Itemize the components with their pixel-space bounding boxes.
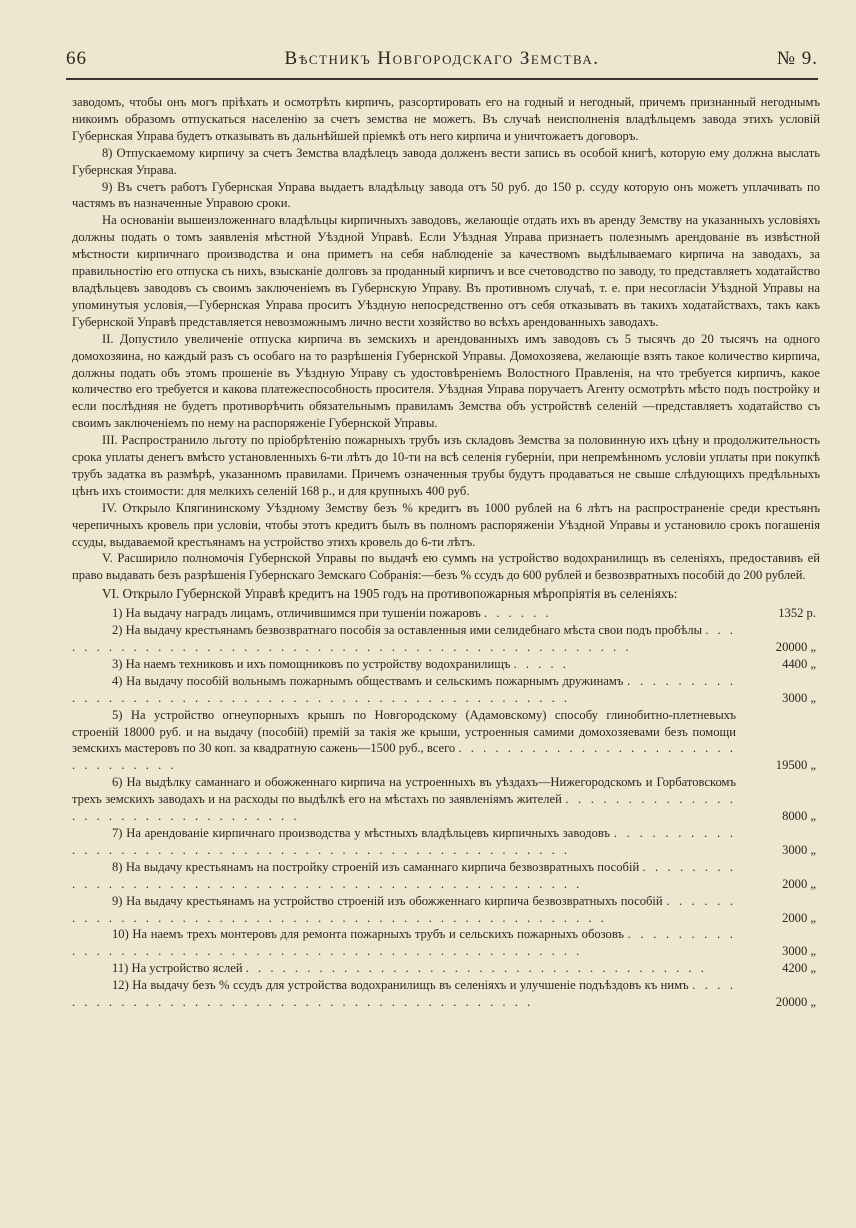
paragraph-section-iii: III. Распространило льготу по пріобрѣтенію пожарныхъ трубъ изъ складовъ Земства за половинную ихъ цѣну и продолжительность срока уплаты денегъ вмѣсто установленныхъ 6-ти лѣтъ до 10-ти на всѣ селенія губерніи, при непремѣнномъ условіи уплаты при покупкѣ трубъ задатка въ размѣрѣ, указанномъ правилами. Причемъ означенныя трубы будутъ продаваться не свыше слѣдующихъ предѣльныхъ цѣнъ ихъ стоимости: для мелкихъ селеній 168 р., и для крупныхъ 400 руб. xyxy=(72,433,820,498)
page-header xyxy=(66,44,818,76)
item-text: 4) На выдачу пособій вольнымъ пожарнымъ обществамъ и сельскимъ пожарнымъ дружинамъ xyxy=(112,673,624,688)
paragraph-section-v: V. Расширило полномочія Губернской Управы по выдачѣ ею суммъ на устройство водохранилищъ въ селеніяхъ, предоставивъ ей право выдавать безъ разрѣшенія Губернскаго Земскаго Собранія:—безъ % ссудъ до 600 рублей и безвозвратныхъ пособій до 200 рублей. xyxy=(72,551,820,583)
list-item: 7) На арендованіе кирпичнаго производства у мѣстныхъ владѣльцевъ кирпичныхъ заводовъ . . . . . . . . . . . . . . . . . . . . . . . . . . . . . . . . . . . . . . . . . . . . . . . . . . . 3000 „ xyxy=(72,825,816,857)
journal-title: Вѣстникъ Новгородскаго Земства. xyxy=(284,48,600,69)
list-item: 10) На наемъ трехъ монтеровъ для ремонта пожарныхъ трубъ и сельскихъ пожарныхъ обозовъ . . . . . . . . . . . . . . . . . . . . . . . . . . . . . . . . . . . . . . . . . . . . . . . . . . . 3000 „ xyxy=(72,927,816,959)
item-amount: 2000 „ xyxy=(782,876,816,891)
item-text: 3) На наемъ техниковъ и ихъ помощниковъ по устройству водохранилищъ xyxy=(112,656,511,671)
section-vi-heading: VI. Открыло Губернской Управѣ кредитъ на 1905 годъ на противопожарныя мѣропріятія въ селеніяхъ: xyxy=(102,586,678,602)
item-text: 12) На выдачу безъ % ссудъ для устройства водохранилищъ въ селеніяхъ и улучшеніе подъѣздовъ къ нимъ xyxy=(112,978,689,993)
item-amount: 20000 „ xyxy=(775,995,816,1010)
list-item: 9) На выдачу крестьянамъ на устройство строеній изъ обожженнаго кирпича безвозвратныхъ пособій . . . . . . . . . . . . . . . . . . . . . . . . . . . . . . . . . . . . . . . . . . . . . . . . . . 2000 „ xyxy=(72,893,816,925)
list-item: 5) На устройство огнеупорныхъ крышъ по Новгородскому (Адамовскому) способу глинобитно-плетневыхъ строеній 18000 руб. и на выдачу (пособій) премій за такія же крыши, устроенныя самими домохозяевами безъ помощи земскихъ мастеровъ по 30 коп. за квадратную сажень—1500 руб., всего . . . . . . . . . . . . . . . . . . . . . . . . . . . . . . . . 19500 „ xyxy=(72,707,816,773)
list-item: 11) На устройство яслей . . . . . . . . . . . . . . . . . . . . . . . . . . . . . . . . . . . . . . 4200 „ xyxy=(112,961,816,976)
list-item: 12) На выдачу безъ % ссудъ для устройства водохранилищъ въ селеніяхъ и улучшеніе подъѣздовъ къ нимъ . . . . . . . . . . . . . . . . . . . . . . . . . . . . . . . . . . . . . . . . . . 20000 „ xyxy=(72,978,816,1010)
item-amount: 2000 „ xyxy=(782,910,816,925)
paragraph-clause-8: 8) Отпускаемому кирпичу за счетъ Земства владѣлецъ завода долженъ вести запись въ особой книгѣ, которую ему должна выслать Губернская Управа. xyxy=(72,145,820,177)
paragraph-lease-conditions: На основаніи вышеизложеннаго владѣльцы кирпичныхъ заводовъ, желающіе отдать ихъ въ аренду Земству на указанныхъ условіяхъ должны подать о томъ заявленія мѣстной Уѣздной Управѣ. Если Уѣздная Управа признаетъ полезнымъ арендованіе въ извѣстной мѣстности кирпичнаго производства и она приметъ на себя наблюденіе за качествомъ выдѣлываемаго кирпича на заводахъ, за правильностію его отпуска съ нихъ, взысканіе долговъ за проданный кирпичъ и все счетоводство по заводу, то представляетъ ходатайство владѣльцевъ заводовъ съ своимъ заключеніемъ въ Губернскую Управу. Въ противномъ случаѣ, т. е. при несогласіи Уѣздной Управы на упоминутыя условія,—Губернская Управа проситъ Уѣздную непосредственно отъ себя отказывать въ такихъ ходатайствахъ, такъ какъ Губернской Управѣ представляется невозможнымъ лично вести хозяйство во всѣхъ арендованныхъ заводахъ. xyxy=(72,213,820,329)
item-amount: 4400 „ xyxy=(782,656,816,671)
paragraph-continuation: заводомъ, чтобы онъ могъ пріѣхать и осмотрѣть кирпичъ, разсортировать его на годный и негодный, причемъ признанный негоднымъ никоимъ образомъ отпускаться населенію за счетъ земства не можетъ. Въ случаѣ неисполненія владѣльцемъ завода этихъ условій Губернская Управа будетъ отказывать въ дальнѣйшей пріемкѣ отъ него кирпича и уничтожаетъ договоръ. xyxy=(72,95,820,143)
item-amount: 4200 „ xyxy=(782,961,816,976)
item-amount: 3000 „ xyxy=(782,690,816,705)
item-text: 1) На выдачу наградъ лицамъ, отличившимся при тушеніи пожаровъ xyxy=(112,606,481,621)
item-text: 7) На арендованіе кирпичнаго производства у мѣстныхъ владѣльцевъ кирпичныхъ заводовъ xyxy=(112,825,611,840)
item-amount: 8000 „ xyxy=(782,809,816,824)
paragraph-clause-9: 9) Въ счетъ работъ Губернская Управа выдаетъ владѣльцу завода отъ 50 руб. до 150 р. ссуду которую онъ можетъ уплачивать по частямъ въ назначенные Управою сроки. xyxy=(72,179,820,211)
article-body xyxy=(72,94,820,1011)
item-text: 2) На выдачу крестьянамъ безвозвратнаго пособія за оставленныя ими селидебнаго мѣста свои подъ пробѣлы xyxy=(112,623,703,638)
item-text: 8) На выдачу крестьянамъ на постройку строеній изъ саманнаго кирпича безвозвратныхъ пособій xyxy=(112,859,640,874)
item-amount: 20000 „ xyxy=(775,640,816,654)
header-rule xyxy=(66,78,818,80)
list-item: 2) На выдачу крестьянамъ безвозвратнаго пособія за оставленныя ими селидебнаго мѣста свои подъ пробѣлы . . . . . . . . . . . . . . . . . . . . . . . . . . . . . . . . . . . . . . . . . . . . . . . . . 20000 „ xyxy=(72,623,816,654)
issue-number: № 9. xyxy=(776,48,818,69)
item-amount: 3000 „ xyxy=(782,944,816,959)
item-text: 10) На наемъ трехъ монтеровъ для ремонта пожарныхъ трубъ и сельскихъ пожарныхъ обозовъ xyxy=(112,927,624,942)
item-amount: 19500 „ xyxy=(775,758,816,773)
credit-items-list xyxy=(72,605,820,1011)
paragraph-section-ii: II. Допустило увеличеніе отпуска кирпича въ земскихъ и арендованныхъ имъ заводовъ съ 5 тысячъ до 20 тысячъ на одного домохозяина, но каждый разъ съ особаго на то разрѣшенія Губернской Управы. Домохозяева, желающіе взять такое количество кирпича, должны подать объ этомъ прошеніе въ Уѣздную Управу съ удостовѣреніемъ Волостного Правленія, на что требуется кирпичъ, какое количество его требуется и какова платежеспособность просителя. Уѣздная Управа поручаетъ Агенту осмотрѣть мѣсто подъ постройку и если послѣдняя не будетъ противорѣчить обязательнымъ правиламъ Земства объ устройствѣ селеній —представляетъ ходатайство съ своимъ заключеніемъ по нему на распоряженіе Губернской Управы. xyxy=(72,331,820,431)
list-item: 1) На выдачу наградъ лицамъ, отличившимся при тушеніи пожаровъ . . . . . . 1352 р. xyxy=(112,606,816,621)
item-amount: 1352 р. xyxy=(778,606,816,621)
item-amount: 3000 „ xyxy=(782,842,816,857)
paragraph-section-iv: IV. Открыло Кпягининскому Уѣздному Земству безъ % кредитъ въ 1000 рублей на 6 лѣтъ на распространеніе среди крестьянъ черепичныхъ кровель при условіи, чтобы этотъ кредитъ былъ въ полномъ распоряженіи Уѣздной Управы и установило срокъ погашенія ссуды, выдаваемой крестьянамъ на устройство этихъ кровель до 6-ти лѣтъ. xyxy=(72,500,820,549)
list-item: 3) На наемъ техниковъ и ихъ помощниковъ по устройству водохранилищъ . . . . . 4400 „ xyxy=(112,656,816,671)
item-text: 9) На выдачу крестьянамъ на устройство строеній изъ обожженнаго кирпича безвозвратныхъ пособій xyxy=(112,893,663,908)
item-text: 11) На устройство яслей xyxy=(112,961,243,976)
page-number: 66 xyxy=(66,48,87,69)
list-item: 6) На выдѣлку саманнаго и обожженнаго кирпича на устроенныхъ въ уѣздахъ—Нижегородскомъ и Горбатовскомъ трехъ земскихъ заводахъ и на расходы по выдѣлкѣ его на мѣстахъ по заявленіямъ жителей . . . . . . . . . . . . . . . . . . . . . . . . . . . . . . . . . 8000 „ xyxy=(72,775,816,824)
list-item: 4) На выдачу пособій вольнымъ пожарнымъ обществамъ и сельскимъ пожарнымъ дружинамъ . . . . . . . . . . . . . . . . . . . . . . . . . . . . . . . . . . . . . . . . . . . . . . . . . . 3000 „ xyxy=(72,673,816,705)
item-text: 5) На устройство огнеупорныхъ крышъ по Новгородскому (Адамовскому) способу глинобитно-плетневыхъ строеній 18000 руб. и на выдачу (пособій) премій за такія же крыши, устроенныя самими домохозяевами безъ помощи земскихъ мастеровъ по 30 коп. за квадратную сажень—1500 руб., всего xyxy=(72,707,736,756)
list-item: 8) На выдачу крестьянамъ на постройку строеній изъ саманнаго кирпича безвозвратныхъ пособій . . . . . . . . . . . . . . . . . . . . . . . . . . . . . . . . . . . . . . . . . . . . . . . . . . 2000 „ xyxy=(72,859,816,891)
item-text: 6) На выдѣлку саманнаго и обожженнаго кирпича на устроенныхъ въ уѣздахъ—Нижегородскомъ и Горбатовскомъ трехъ земскихъ заводахъ и на расходы по выдѣлкѣ его на мѣстахъ по заявленіямъ жителей xyxy=(72,775,736,807)
